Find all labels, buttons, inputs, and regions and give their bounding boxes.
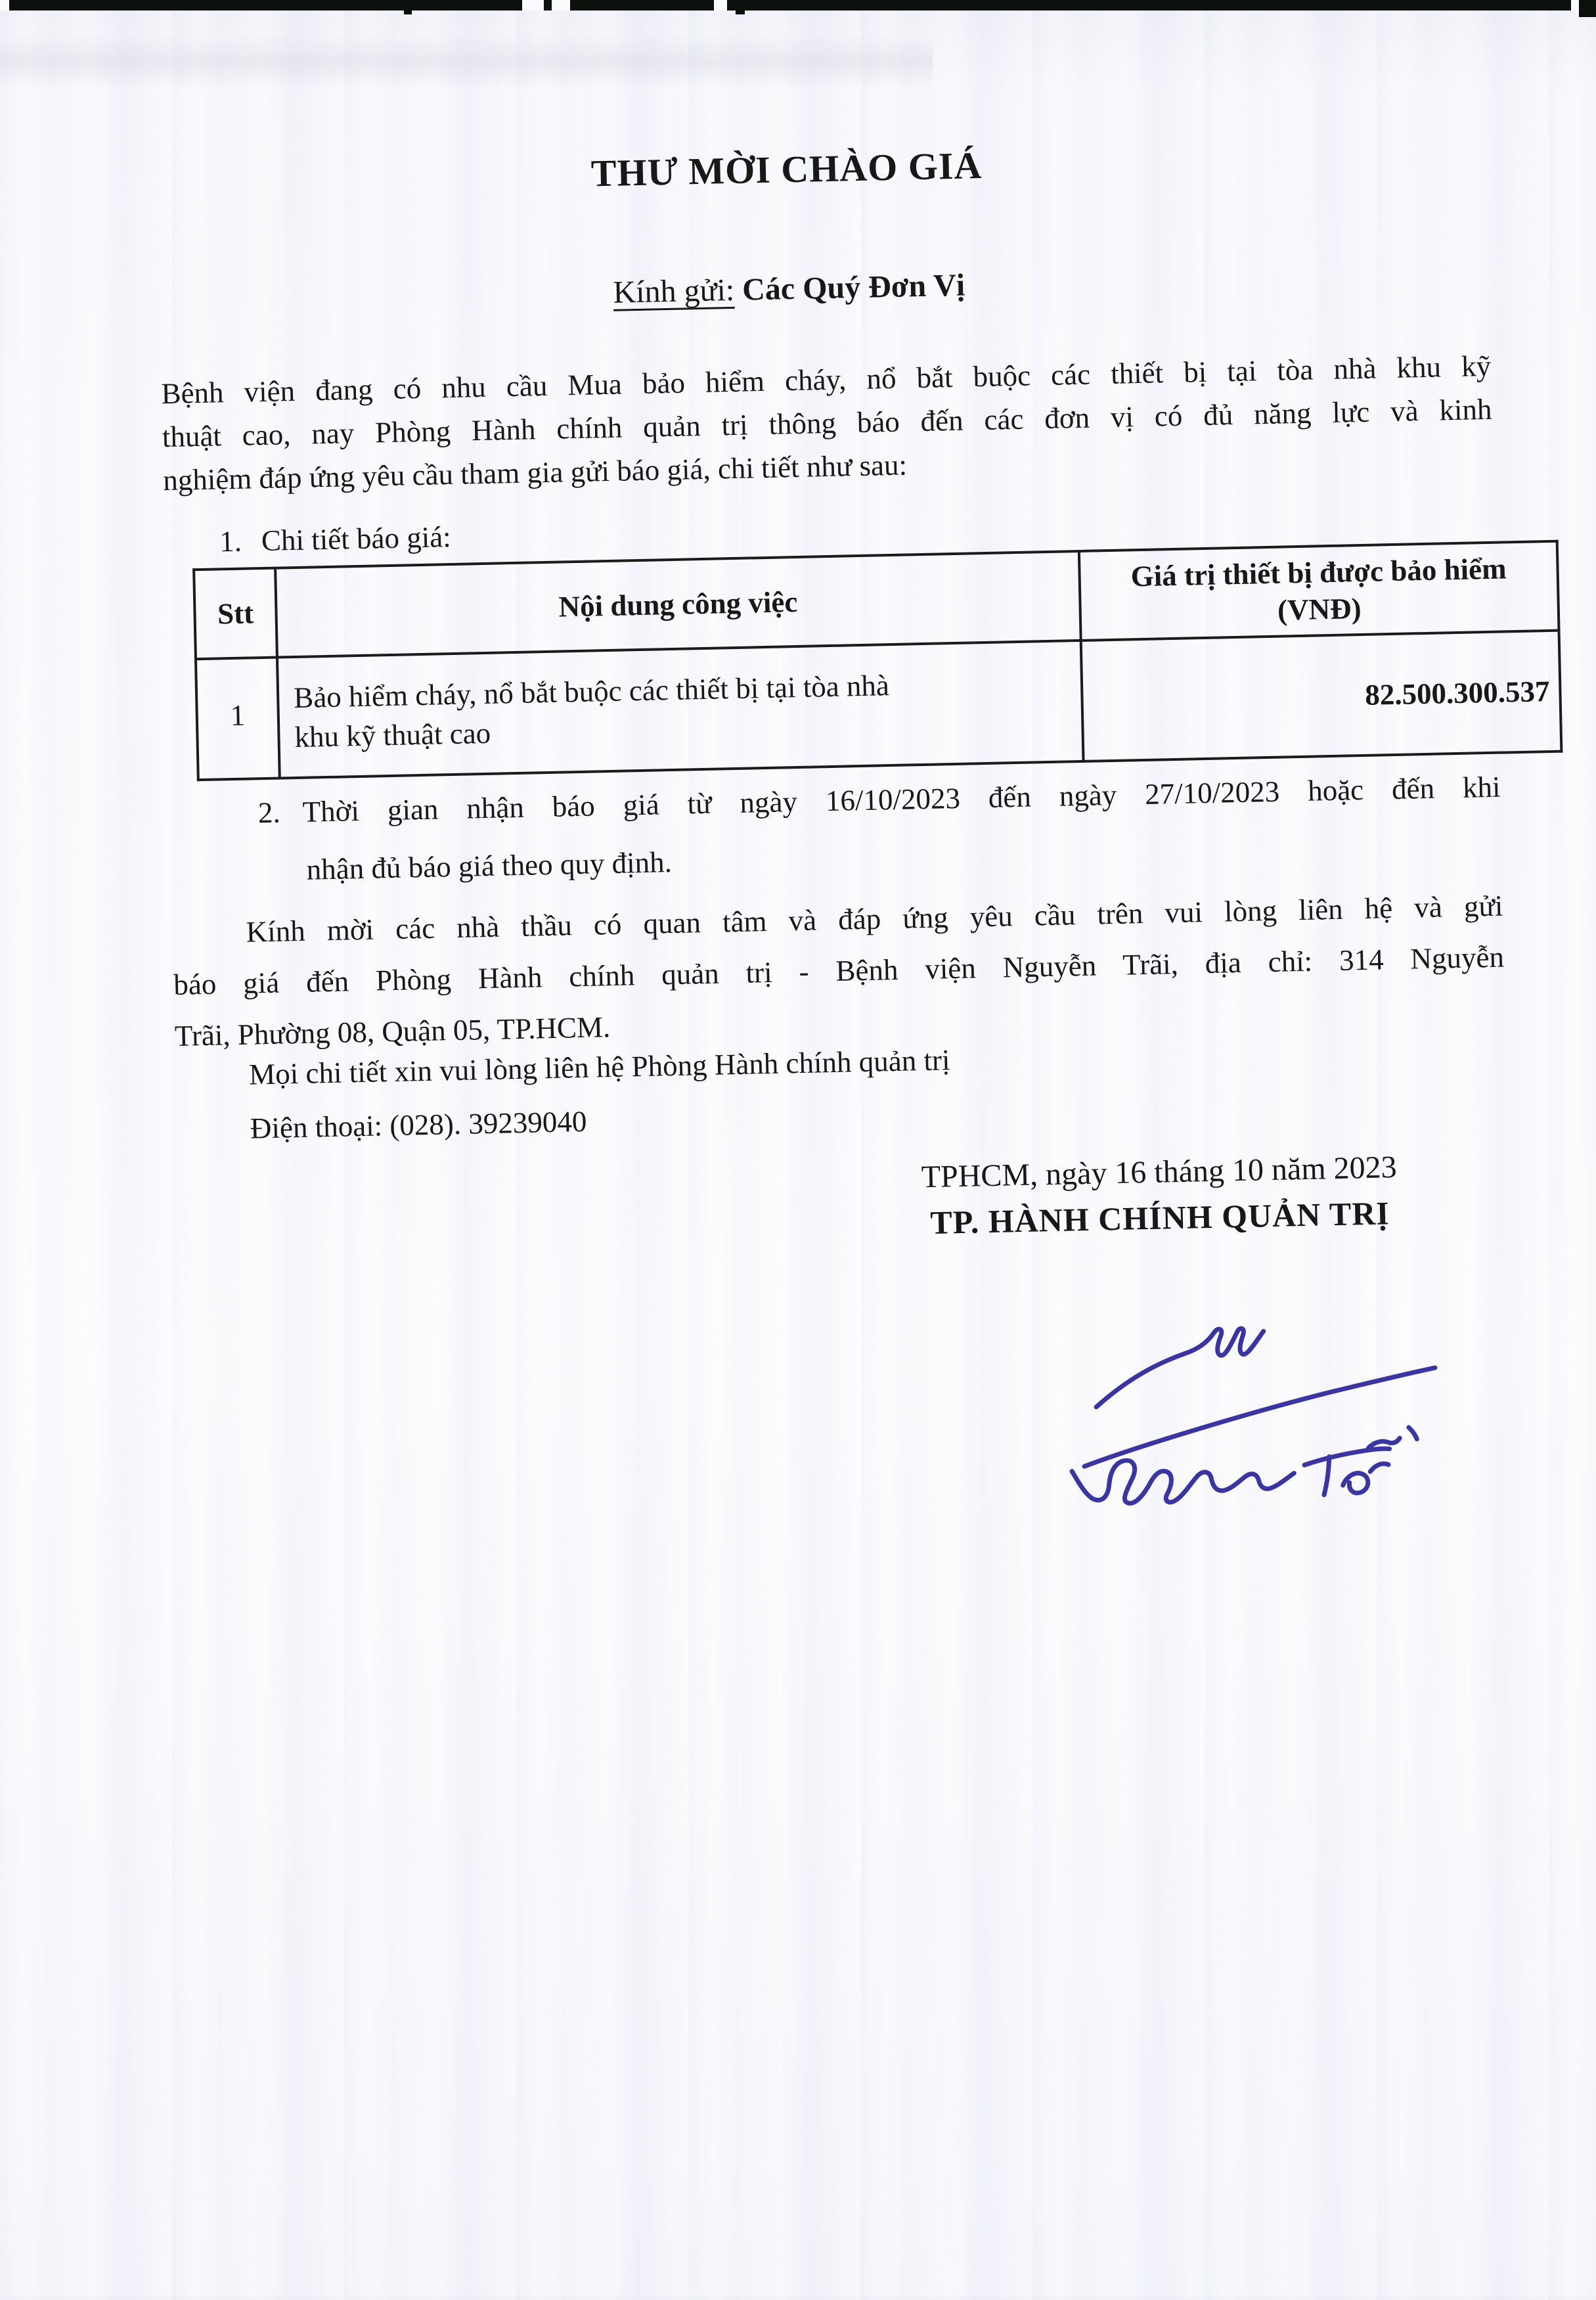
closing-line: Kính mời các nhà thầu có quan tâm và đáp ứng yêu cầu trên vui lòng liên hệ và gửi — [246, 889, 1503, 949]
section-item-2 — [257, 758, 1502, 900]
cell-work-line: Bảo hiểm cháy, nổ bắt buộc các thiết bị tại tòa nhà — [293, 669, 890, 715]
section-number: 2. — [257, 796, 281, 830]
salutation-label: Kính gửi: — [612, 272, 735, 310]
header-cell-stt: Stt — [194, 568, 277, 660]
cell-stt: 1 — [196, 658, 280, 780]
signature-stroke-underline — [1082, 1368, 1437, 1466]
signature-stroke-t-stem — [1323, 1456, 1330, 1495]
signature-stroke-flourish — [1095, 1328, 1265, 1407]
signature-stroke-t-bar — [1304, 1449, 1390, 1465]
closing-line: báo giá đến Phòng Hành chính quản trị - Bệnh viện Nguyễn Trãi, địa chỉ: 314 Nguyễn — [173, 940, 1505, 1001]
contact-line: Mọi chi tiết xin vui lòng liên hệ Phòng Hành chính quản trị — [248, 1043, 950, 1091]
section2-line2: nhận đủ báo giá theo quy định. — [306, 846, 673, 886]
cell-work — [277, 641, 1084, 778]
signature-stroke-name — [1072, 1457, 1295, 1504]
signature-stroke-grave — [1409, 1428, 1417, 1439]
closing-line: Trãi, Phường 08, Quận 05, TP.HCM. — [174, 1010, 611, 1052]
signature-ink — [1058, 1297, 1496, 1529]
section-heading: Chi tiết báo giá: — [261, 520, 452, 558]
salutation-value: Các Quý Đơn Vị — [742, 267, 965, 307]
signature — [1058, 1297, 1496, 1529]
section-number: 1. — [219, 524, 242, 558]
intro-line: nghiệm đáp ứng yêu cầu tham gia gửi báo giá, chi tiết như sau: — [162, 448, 908, 497]
header-cell-work: Nội dung công việc — [275, 551, 1081, 658]
header-cell-value: Giá trị thiết bị được bảo hiểm (VNĐ) — [1079, 541, 1559, 641]
cell-work-line: khu kỹ thuật cao — [294, 716, 491, 754]
date-line: TPHCM, ngày 16 tháng 10 năm 2023 — [921, 1150, 1398, 1195]
closing-paragraph — [172, 880, 1505, 1062]
salutation-line — [0, 254, 1587, 324]
quote-table — [192, 540, 1563, 781]
signer-title: TP. HÀNH CHÍNH QUẢN TRỊ — [929, 1194, 1390, 1241]
intro-line: thuật cao, nay Phòng Hành chính quản trị thông báo đến các đơn vị có đủ năng lực và kinh — [162, 392, 1492, 454]
intro-line: Bệnh viện đang có nhu cầu Mua bảo hiểm cháy, nổ bắt buộc các thiết bị tại tòa nhà khu kỹ — [160, 349, 1492, 411]
intro-paragraph — [161, 344, 1494, 502]
phone-line: Điện thoại: (028). 39239040 — [250, 1104, 587, 1145]
section2-line1-text: Thời gian nhận báo giá từ ngày 16/10/2023 đến ngày 27/10/2023 hoặc đến khi — [302, 770, 1501, 828]
section-item-1 — [219, 520, 451, 558]
document-title: THƯ MỜI CHÀO GIÁ — [590, 143, 983, 195]
cell-insured-value: 82.500.300.537 — [1081, 631, 1562, 761]
signature-stroke-ai — [1342, 1464, 1389, 1493]
